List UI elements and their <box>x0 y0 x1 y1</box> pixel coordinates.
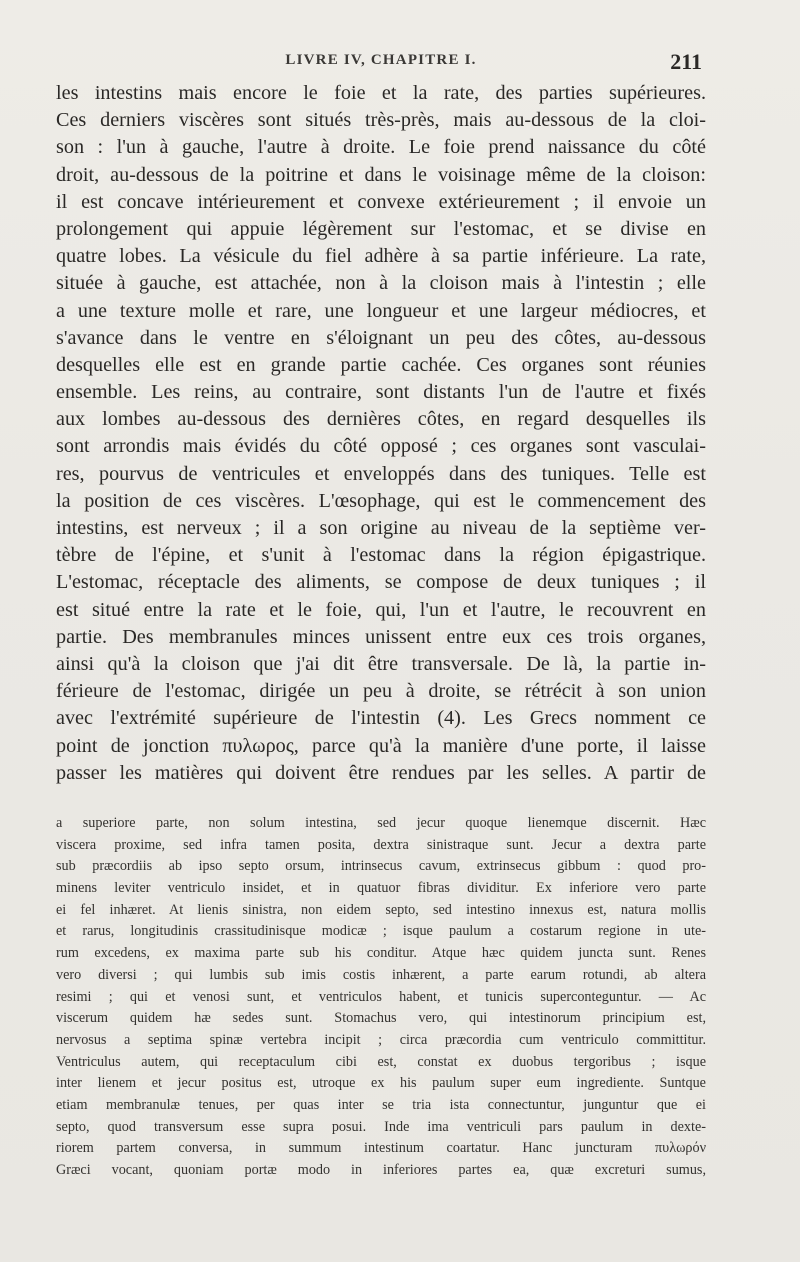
text-line: res, pourvus de ventricules et enveloppés dans des tuniques. Telle est <box>56 462 706 485</box>
footnote-line: septo, quod transversum esse supra posui. Inde ima ventriculi pars paulum in dexte- <box>56 1118 706 1135</box>
text-line: aux lombes au-dessous des dernières côtes, en regard desquelles ils <box>56 408 706 431</box>
footnote-line: Ventriculus autem, qui receptaculum cibi est, constat ex duobus tergoribus ; isque <box>56 1053 706 1070</box>
text-line: son : l'un à gauche, l'autre à droite. Le foie prend naissance du côté <box>56 136 706 159</box>
text-line: partie. Des membranules minces unissent entre eux ces trois organes, <box>56 625 706 648</box>
footnote-line: Græci vocant, quoniam portæ modo in inferiores partes ea, quæ excreturi sumus, <box>56 1162 706 1178</box>
footnote-line: minens leviter ventriculo insidet, et in quatuor fibras dividitur. Ex inferiore vero parte <box>56 880 706 897</box>
footnote-block <box>56 813 706 1182</box>
text-line: ensemble. Les reins, au contraire, sont distants l'un de l'autre et fixés <box>56 381 706 404</box>
footnote-line: vero diversi ; qui lumbis sub imis costis inhærent, a parte earum rotundi, ab altera <box>56 966 706 983</box>
text-line: avec l'extrémité supérieure de l'intestin (4). Les Grecs nomment ce <box>56 707 706 730</box>
footnote-line: viscera proxime, sed infra tamen posita, dextra sinistraque sunt. Jecur a dextra parte <box>56 836 706 853</box>
footnote-line: nervosus a septima spinæ vertebra incipit ; circa præcordia cum ventriculo committitur. <box>56 1031 706 1048</box>
text-line: Ces derniers viscères sont situés très-près, mais au-dessous de la cloi- <box>56 109 706 132</box>
text-line: desquelles elle est en grande partie cachée. Ces organes sont réunies <box>56 353 706 376</box>
text-line: s'avance dans le ventre en s'éloignant un peu des côtes, au-dessous <box>56 326 706 349</box>
text-line: passer les matières qui doivent être rendues par les selles. A partir de <box>56 761 706 784</box>
main-text-block <box>56 80 706 787</box>
page-number: 211 <box>670 49 702 74</box>
footnote-line: etiam membranulæ tenues, per quas inter se tria ista connectuntur, junguntur que ei <box>56 1096 706 1113</box>
text-line: a une texture molle et rare, une longueur et une largeur médiocres, et <box>56 299 706 322</box>
text-line: située à gauche, est attachée, non à la cloison mais à l'intestin ; elle <box>56 272 706 295</box>
footnote-line: a superiore parte, non solum intestina, sed jecur quoque lienemque discernit. Hæc <box>56 815 706 831</box>
text-line: intestins, est nerveux ; il a son origine au niveau de la septième ver- <box>56 517 706 539</box>
footnote-line: viscerum quidem hæ sedes sunt. Stomachus vero, qui intestinorum principium est, <box>56 1010 706 1027</box>
footnote-line: riorem partem conversa, in summum intestinum coartatur. Hanc juncturam πυλωρόν <box>56 1140 706 1157</box>
text-line: férieure de l'estomac, dirigée un peu à droite, se rétrécit à son union <box>56 680 706 703</box>
page-header <box>56 50 706 76</box>
footnote-line: inter lienem et jecur positus est, utroque ex his paulum super eum ingrediente. Suntque <box>56 1075 706 1092</box>
running-head: LIVRE IV, CHAPITRE I. <box>285 52 477 68</box>
text-line: L'estomac, réceptacle des aliments, se compose de deux tuniques ; il <box>56 571 706 594</box>
text-line: les intestins mais encore le foie et la rate, des parties supérieures. <box>56 82 706 104</box>
text-line: ainsi qu'à la cloison que j'ai dit être transversale. De là, la partie in- <box>56 652 706 675</box>
text-line: point de jonction πυλωρος, parce qu'à la manière d'une porte, il laisse <box>56 734 706 757</box>
text-line: il est concave intérieurement et convexe extérieurement ; il envoie un <box>56 190 706 213</box>
footnote-line: resimi ; qui et venosi sunt, et ventriculos habent, et tunicis superconteguntur. — Ac <box>56 988 706 1005</box>
text-line: quatre lobes. La vésicule du fiel adhère à sa partie inférieure. La rate, <box>56 245 706 268</box>
text-line: tèbre de l'épine, et s'unit à l'estomac dans la région épigastrique. <box>56 544 706 567</box>
text-line: droit, au-dessous de la poitrine et dans le voisinage même de la cloison: <box>56 163 706 186</box>
text-line: la position de ces viscères. L'œsophage, qui est le commencement des <box>56 489 706 512</box>
footnote-line: sub præcordiis ab ipso septo orsum, intrinsecus cavum, extrinsecus gibbum : quod pro- <box>56 858 706 875</box>
text-line: sont arrondis mais évidés du côté opposé ; ces organes sont vasculai- <box>56 435 706 458</box>
text-line: est situé entre la rate et le foie, qui, l'un et l'autre, le recouvrent en <box>56 598 706 621</box>
text-line: prolongement qui appuie légèrement sur l'estomac, et se divise en <box>56 217 706 240</box>
footnote-line: et rarus, longitudinis crassitudinisque modicæ ; isque paulum a costarum regione in ute- <box>56 923 706 940</box>
footnote-line: rum excedens, ex maxima parte sub his conditur. Atque hæc quidem juncta sunt. Renes <box>56 945 706 962</box>
footnote-line: ei fel inhæret. At lienis sinistra, non eidem septo, sed intestino innexus est, natura mollis <box>56 901 706 918</box>
